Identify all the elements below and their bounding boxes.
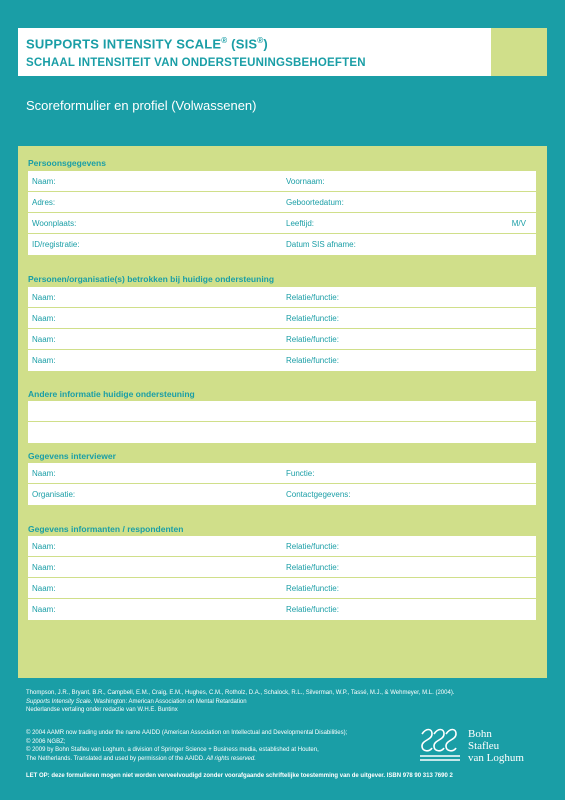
copyright-notice: LET OP: deze formulieren mogen niet worden verveelvoudigd zonder voorafgaande schriftelijke toestemming van de uitgever. ISBN 978 90 313 7690 2	[26, 773, 453, 779]
field-label-adres: Adres:	[32, 198, 56, 207]
field-label-naam: Naam:	[32, 563, 56, 572]
field-label-functie: Functie:	[286, 469, 315, 478]
field-label-organisatie: Organisatie:	[32, 490, 76, 499]
field-label-relatie-functie: Relatie/functie:	[286, 542, 339, 551]
form-row[interactable]	[28, 329, 536, 350]
field-label-voornaam: Voornaam:	[286, 177, 325, 186]
section-title-betrokken: Personen/organisatie(s) betrokken bij huidige ondersteuning	[28, 274, 275, 284]
header-accent-block	[491, 28, 547, 76]
field-label-contactgegevens: Contactgegevens:	[286, 490, 351, 499]
form-row[interactable]	[28, 599, 536, 620]
field-label-naam: Naam:	[32, 293, 56, 302]
persoonsgegevens-rows	[28, 171, 536, 255]
informanten-rows	[28, 536, 536, 620]
field-label-datum-sis-afname: Datum SIS afname:	[286, 240, 356, 249]
field-label-naam: Naam:	[32, 469, 56, 478]
form-row[interactable]	[28, 171, 536, 192]
copyright-line: © 2004 AAMR now trading under the name AAIDD (American Association on Intellectual and Developmental Disabilities);	[26, 730, 348, 736]
publisher-name: Bohn Stafleu van Loghum	[468, 728, 524, 764]
field-label-relatie-functie: Relatie/functie:	[286, 335, 339, 344]
field-label-relatie-functie: Relatie/functie:	[286, 293, 339, 302]
free-text-row[interactable]	[28, 401, 536, 422]
field-label-naam: Naam:	[32, 314, 56, 323]
field-label-naam: Naam:	[32, 335, 56, 344]
section-title-persoonsgegevens: Persoonsgegevens	[28, 158, 106, 168]
field-label-naam: Naam:	[32, 356, 56, 365]
form-row[interactable]	[28, 557, 536, 578]
citation-line: Nederlandse vertaling onder redactie van W.H.E. Buntinx	[26, 707, 178, 713]
field-label-woonplaats: Woonplaats:	[32, 219, 77, 228]
form-row[interactable]	[28, 350, 536, 371]
section-title-interviewer: Gegevens interviewer	[28, 451, 116, 461]
form-row[interactable]	[28, 463, 536, 484]
field-label-relatie-functie: Relatie/functie:	[286, 563, 339, 572]
form-row[interactable]	[28, 308, 536, 329]
field-label-geboortedatum: Geboortedatum:	[286, 198, 344, 207]
citation-block	[26, 689, 536, 715]
field-label-leeftijd: Leeftijd:	[286, 219, 315, 228]
form-row[interactable]	[28, 234, 536, 255]
field-label-relatie-functie: Relatie/functie:	[286, 314, 339, 323]
field-label-naam: Naam:	[32, 605, 56, 614]
field-label-naam: Naam:	[32, 542, 56, 551]
section-title-informanten: Gegevens informanten / respondenten	[28, 524, 184, 534]
publisher-logo-icon	[418, 726, 462, 766]
copyright-block	[26, 729, 416, 763]
citation-line: Supports Intensity Scale. Washington: American Association on Mental Retardation	[26, 698, 247, 705]
publisher-logo	[418, 726, 543, 770]
section-title-andere-informatie: Andere informatie huidige ondersteuning	[28, 389, 195, 399]
field-label-relatie-functie: Relatie/functie:	[286, 605, 339, 614]
citation-line: Thompson, J.R., Bryant, B.R., Campbell, E.M., Craig, E.M., Hughes, C.M., Rotholz, D.A., Schalock, R.L., Silverman, W.P., Tassé, M.J., & Wehmeyer, M.L. (2004).	[26, 690, 455, 696]
document-title: Scoreformulier en profiel (Volwassenen)	[26, 98, 257, 113]
copyright-line: © 2009 by Bohn Stafleu van Loghum, a division of Springer Science + Business media, established at Houten,	[26, 747, 319, 753]
field-label-naam: Naam:	[32, 177, 56, 186]
scale-subtitle: SCHAAL INTENSITEIT VAN ONDERSTEUNINGSBEHOEFTEN	[26, 57, 366, 69]
field-label-naam: Naam:	[32, 584, 56, 593]
form-row[interactable]	[28, 578, 536, 599]
form-row[interactable]	[28, 287, 536, 308]
gender-option-mv[interactable]: M/V	[511, 219, 526, 228]
copyright-line: The Netherlands. Translated and used by permission of the AAIDD. All rights reserved.	[26, 755, 256, 762]
andere-informatie-rows	[28, 401, 536, 443]
form-row[interactable]	[28, 536, 536, 557]
field-label-id-registratie: ID/registratie:	[32, 240, 80, 249]
field-label-relatie-functie: Relatie/functie:	[286, 356, 339, 365]
interviewer-rows	[28, 463, 536, 505]
form-row[interactable]	[28, 192, 536, 213]
form-row[interactable]	[28, 213, 536, 234]
copyright-line: © 2006 NGBZ;	[26, 738, 66, 745]
scale-title: SUPPORTS INTENSITY SCALE® (SIS®)	[26, 36, 268, 52]
betrokken-rows	[28, 287, 536, 371]
form-row[interactable]	[28, 484, 536, 505]
field-label-relatie-functie: Relatie/functie:	[286, 584, 339, 593]
free-text-row[interactable]	[28, 422, 536, 443]
